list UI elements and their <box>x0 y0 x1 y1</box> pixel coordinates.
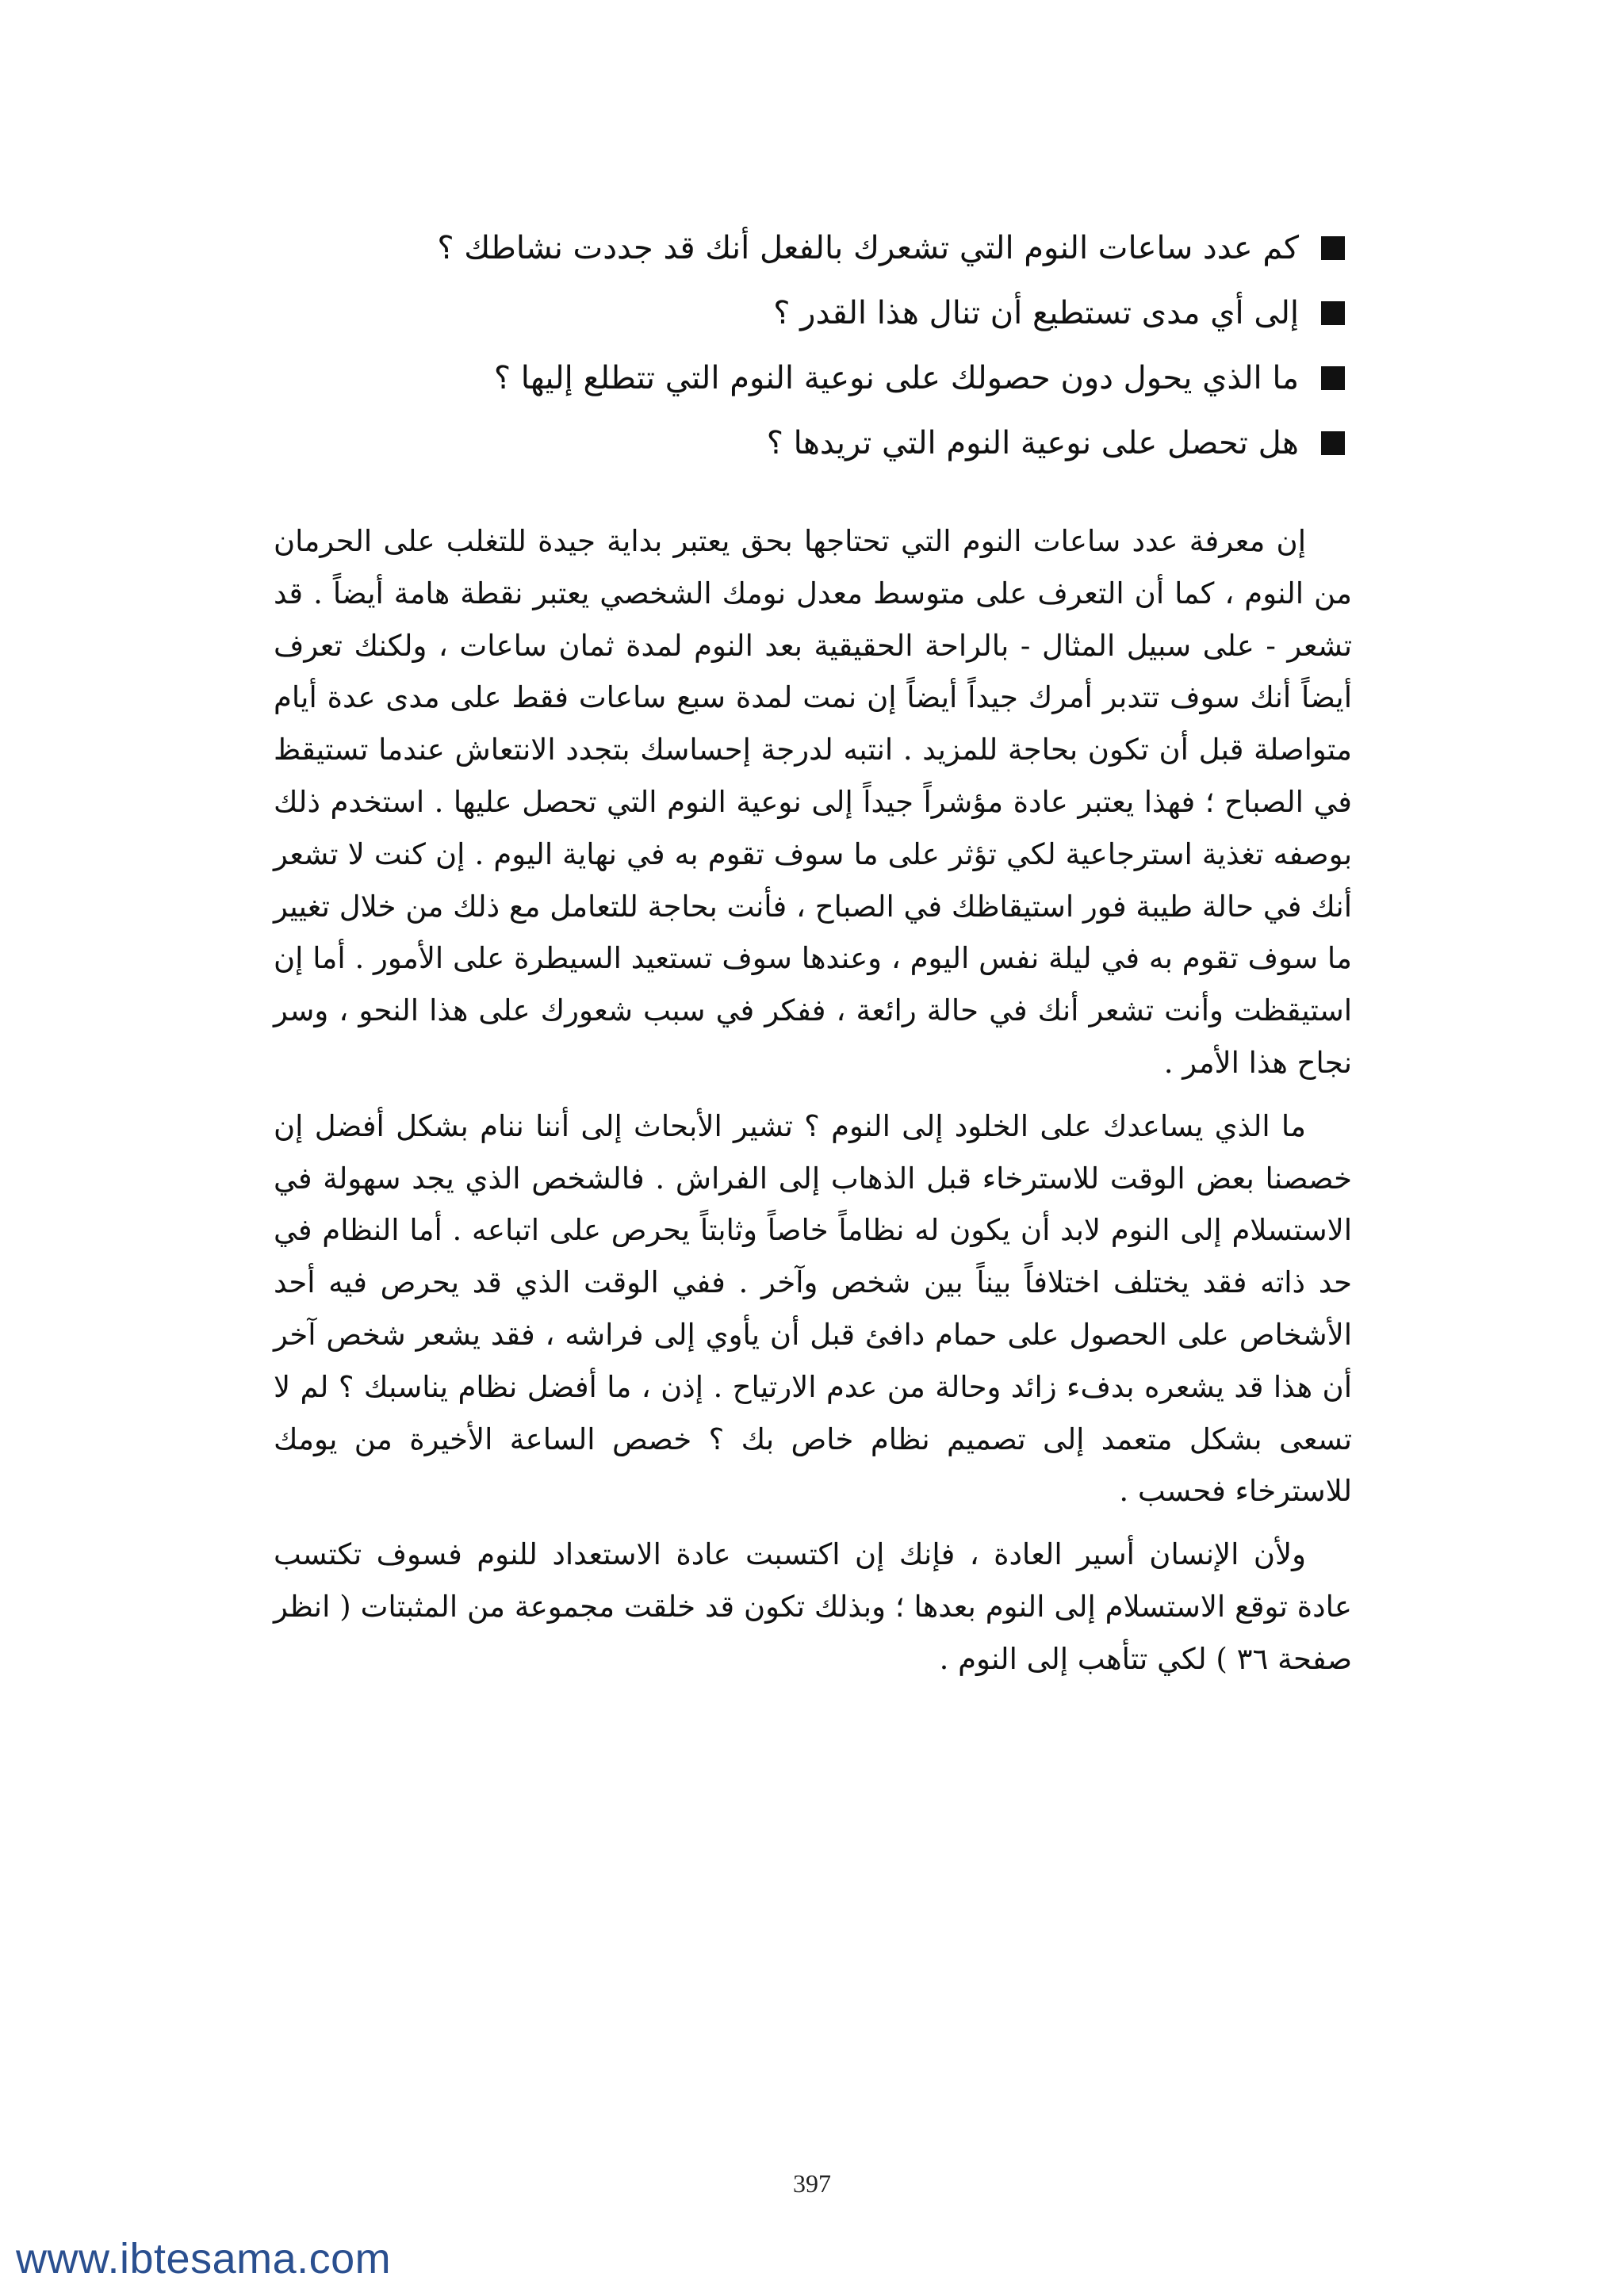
list-item <box>314 216 1345 281</box>
paragraph-sleep-hours: إن معرفة عدد ساعات النوم التي تحتاجها بحق يعتبر بداية جيدة للتغلب على الحرمان من النوم ، كما أن التعرف على متوسط معدل نومك الشخصي يعتبر نقطة هامة أيضاً . قد تشعر - على سبيل المثال - بالراحة الحقيقية بعد النوم لمدة ثمان ساعات ، ولكنك تعرف أيضاً أنك سوف تتدبر أمرك جيداً أيضاً إن نمت لمدة سبع ساعات فقط على مدى عدة أيام متواصلة قبل أن تكون بحاجة للمزيد . انتبه لدرجة إحساسك بتجدد الانتعاش عندما تستيقظ في الصباح ؛ فهذا يعتبر عادة مؤشراً جيداً إلى نوعية النوم التي تحصل عليها . استخدم ذلك بوصفه تغذية استرجاعية لكي تؤثر على ما سوف تقوم به في نهاية اليوم . إن كنت لا تشعر أنك في حالة طيبة فور استيقاظك في الصباح ، فأنت بحاجة للتعامل مع ذلك من خلال تغيير ما سوف تقوم به في ليلة نفس اليوم ، وعندها سوف تستعيد السيطرة على الأمور . أما إن استيقظت وأنت تشعر أنك في حالة رائعة ، ففكر في سبب شعورك على هذا النحو ، وسر نجاح هذا الأمر . <box>274 524 1352 1080</box>
square-bullet-icon <box>1321 431 1345 455</box>
body-text <box>274 515 1352 1697</box>
site-watermark: www.ibtesama.com <box>16 2235 392 2283</box>
bullet-text: إلى أي مدى تستطيع أن تنال هذا القدر ؟ <box>773 295 1299 331</box>
list-item <box>314 346 1345 411</box>
square-bullet-icon <box>1321 236 1345 260</box>
list-item <box>314 411 1345 476</box>
square-bullet-icon <box>1321 301 1345 325</box>
page-number: 397 <box>793 2169 831 2198</box>
bullet-text: هل تحصل على نوعية النوم التي تريدها ؟ <box>766 425 1299 461</box>
bullet-text: ما الذي يحول دون حصولك على نوعية النوم التي تتطلع إليها ؟ <box>493 360 1299 396</box>
paragraph-habit: ولأن الإنسان أسير العادة ، فإنك إن اكتسبت عادة الاستعداد للنوم فسوف تكتسب عادة توقع الاستسلام إلى النوم بعدها ؛ وبذلك تكون قد خلقت مجموعة من المثبتات ( انظر صفحة ٣٦ ) لكي تتأهب إلى النوم . <box>274 1537 1352 1676</box>
bullet-text: كم عدد ساعات النوم التي تشعرك بالفعل أنك قد جددت نشاطك ؟ <box>437 230 1299 266</box>
paragraph-sleep-routine: ما الذي يساعدك على الخلود إلى النوم ؟ تشير الأبحاث إلى أننا ننام بشكل أفضل إن خصصنا بعض الوقت للاسترخاء قبل الذهاب إلى الفراش . فالشخص الذي يجد سهولة في الاستسلام إلى النوم لابد أن يكون له نظاماً خاصاً وثابتاً يحرص على اتباعه . أما النظام في حد ذاته فقد يختلف اختلافاً بيناً بين شخص وآخر . ففي الوقت الذي قد يحرص فيه أحد الأشخاص على الحصول على حمام دافئ قبل أن يأوي إلى فراشه ، فقد يشعر شخص آخر أن هذا قد يشعره بدفء زائد وحالة من عدم الارتياح . إذن ، ما أفضل نظام يناسبك ؟ لم لا تسعى بشكل متعمد إلى تصميم نظام خاص بك ؟ خصص الساعة الأخيرة من يومك للاسترخاء فحسب . <box>274 1108 1352 1509</box>
list-item <box>314 281 1345 346</box>
question-list <box>314 216 1345 476</box>
square-bullet-icon <box>1321 366 1345 390</box>
